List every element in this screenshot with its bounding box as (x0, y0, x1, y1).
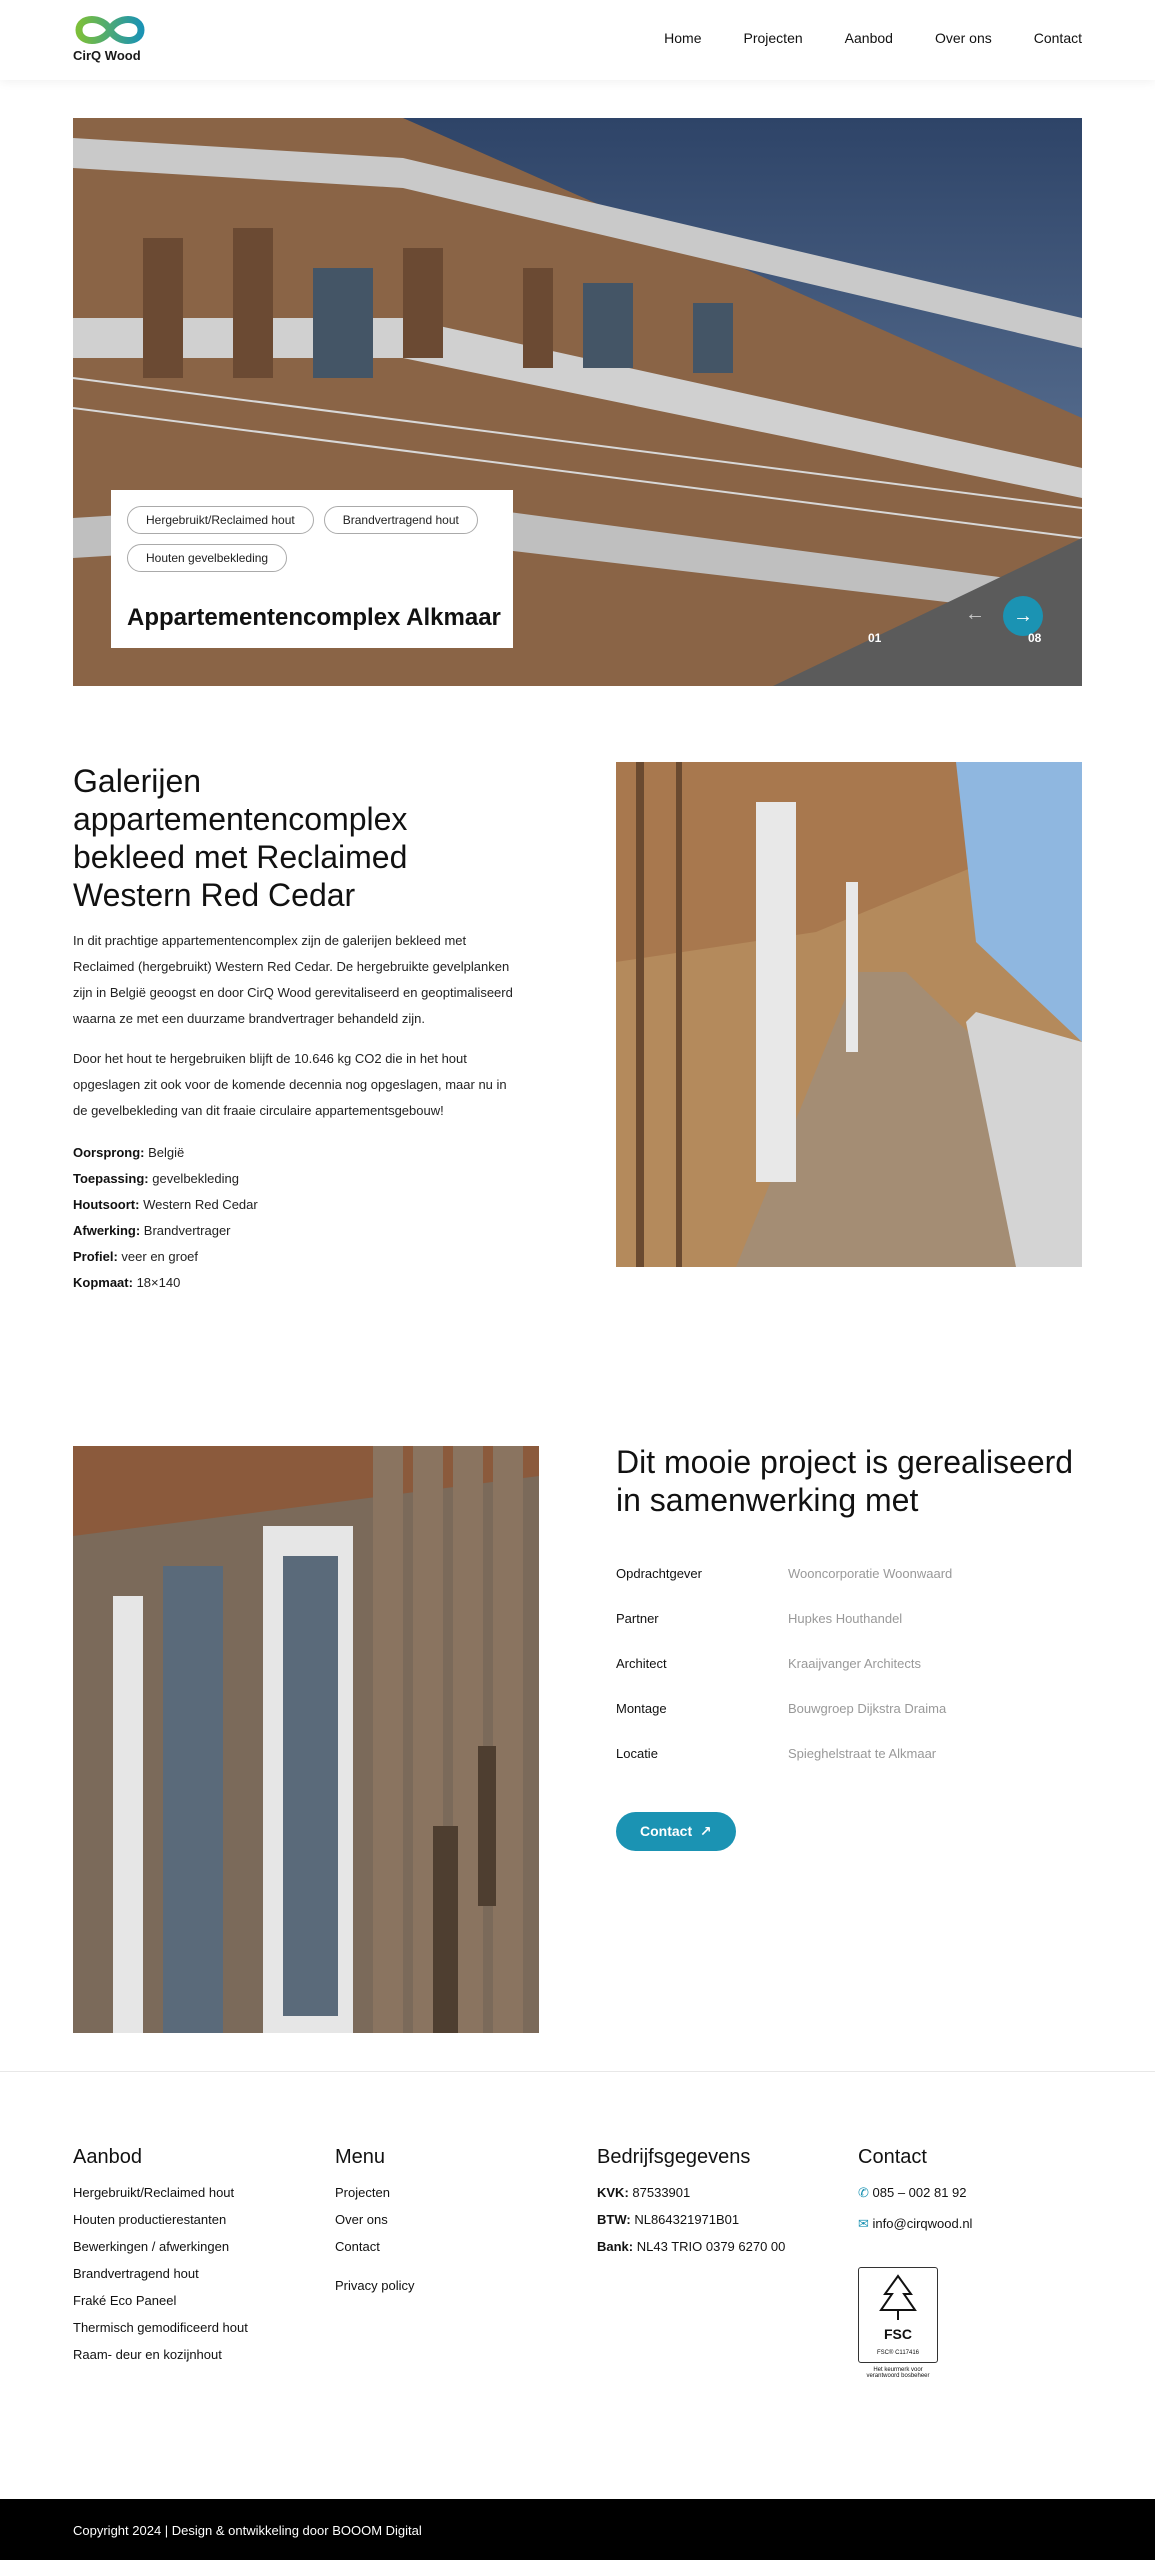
spec-row: Kopmaat: 18×140 (73, 1275, 181, 1290)
mail-icon: ✉ (858, 2216, 869, 2231)
footer-link[interactable]: Houten productierestanten (73, 2212, 227, 2227)
email-link[interactable]: ✉ info@cirqwood.nl (858, 2216, 973, 2231)
nav-contact[interactable]: Contact (1033, 30, 1082, 46)
footer-aanbod (73, 2146, 248, 2368)
collaboration-list (616, 1551, 1082, 1776)
project-paragraph-1: In dit prachtige appartementencomplex zijn de galerijen bekleed met Reclaimed (hergebruikt) Western Red Cedar. De hergebruikte gevelplanken zijn in België geoogst en door CirQ Wood gerevitaliseerd en geoptimaliseerd waarna ze met een duurzame brandvertrager behandeld zijn. (73, 933, 513, 1026)
footer-link[interactable]: Hergebruikt/Reclaimed hout (73, 2185, 235, 2200)
kvk-line: KVK: 87533901 (597, 2185, 691, 2200)
copyright-text: Copyright 2024 | Design & ontwikkeling door BOOOM Digital (73, 2523, 422, 2538)
arrow-right-icon[interactable]: → (1003, 596, 1043, 636)
project-specs (73, 1140, 513, 1296)
contact-button[interactable] (616, 1812, 736, 1851)
spec-row: Oorsprong: België (73, 1145, 185, 1160)
gallery-walkway-photo (616, 762, 1082, 1267)
arrow-up-right-icon: ↗ (696, 1823, 712, 1839)
footer-link[interactable]: Brandvertragend hout (73, 2266, 199, 2281)
brand-name: CirQ Wood (73, 48, 141, 63)
hero-title: Appartementencomplex Alkmaar (127, 604, 501, 631)
footer-link[interactable]: Bewerkingen / afwerkingen (73, 2239, 230, 2254)
phone-link[interactable]: ✆ 085 – 002 81 92 (858, 2185, 967, 2200)
footer-company (597, 2146, 785, 2260)
spec-row: Profiel: veer en groef (73, 1249, 199, 1264)
spec-row: Toepassing: gevelbekleding (73, 1171, 239, 1186)
footer-contact (858, 2146, 972, 2379)
collaboration-row: Partner Hupkes Houthandel (616, 1611, 903, 1626)
project-heading: Galerijen appartementencomplex bekleed met Reclaimed Western Red Cedar (73, 763, 408, 913)
nav-aanbod[interactable]: Aanbod (844, 30, 893, 46)
slide-total: 08 (1028, 631, 1042, 645)
spec-row: Houtsoort: Western Red Cedar (73, 1197, 258, 1212)
footer-menu-link[interactable]: Projecten (335, 2185, 390, 2200)
tag-fire-retardant[interactable]: Brandvertragend hout (324, 506, 478, 534)
fsc-code: FSC® C117416 (877, 2350, 919, 2356)
nav-home[interactable]: Home (664, 30, 702, 46)
fsc-wordmark: FSC (884, 2326, 912, 2342)
project-tags (127, 506, 507, 572)
collaboration-row: Montage Bouwgroep Dijkstra Draima (616, 1701, 947, 1716)
footer-company-title: Bedrijfsgegevens (597, 2146, 751, 2168)
fsc-tree-icon (859, 2268, 937, 2328)
collaboration-section (616, 1443, 1082, 1851)
infinity-logo-icon (73, 10, 148, 50)
collaboration-heading: Dit mooie project is gerealiseerd in samenwerking met (616, 1444, 1074, 1518)
fsc-logo (858, 2267, 938, 2363)
site-header (0, 0, 1155, 80)
site-logo[interactable] (73, 10, 148, 66)
project-description (73, 762, 513, 1296)
footer-link[interactable]: Raam- deur en kozijnhout (73, 2347, 222, 2362)
collaboration-row: Opdrachtgever Wooncorporatie Woonwaard (616, 1566, 953, 1581)
nav-projecten[interactable]: Projecten (743, 30, 803, 46)
facade-detail-photo (73, 1446, 539, 2033)
btw-line: BTW: NL864321971B01 (597, 2212, 740, 2227)
phone-icon: ✆ (858, 2185, 869, 2200)
spec-row: Afwerking: Brandvertrager (73, 1223, 231, 1238)
fsc-caption: Het keurmerk voor verantwoord bosbeheer (866, 2367, 930, 2379)
arrow-left-icon[interactable]: ← (965, 603, 985, 625)
project-paragraph-2: Door het hout te hergebruiken blijft de 10.646 kg CO2 die in het hout opgeslagen zit ook voor de komende decennia nog opgeslagen, maar nu in de gevelbekleding van dit fraaie circulaire appartementsgebouw! (73, 1051, 507, 1118)
main-nav (664, 30, 1082, 46)
collaboration-row: Locatie Spieghelstraat te Alkmaar (616, 1746, 937, 1761)
footer-link[interactable]: Fraké Eco Paneel (73, 2293, 177, 2308)
tag-reclaimed[interactable]: Hergebruikt/Reclaimed hout (127, 506, 314, 534)
footer-bottom-bar (0, 2499, 1155, 2560)
tag-facade-cladding[interactable]: Houten gevelbekleding (127, 544, 287, 572)
privacy-policy-link[interactable]: Privacy policy (335, 2278, 415, 2293)
bank-line: Bank: NL43 TRIO 0379 6270 00 (597, 2239, 786, 2254)
footer-menu-title: Menu (335, 2146, 386, 2168)
footer-link[interactable]: Thermisch gemodificeerd hout (73, 2320, 248, 2335)
collaboration-row: Architect Kraaijvanger Architects (616, 1656, 921, 1671)
footer-aanbod-title: Aanbod (73, 2146, 142, 2168)
nav-over-ons[interactable]: Over ons (934, 30, 992, 46)
footer-menu-link[interactable]: Contact (335, 2239, 380, 2254)
footer-menu (335, 2146, 414, 2299)
footer-menu-link[interactable]: Over ons (335, 2212, 388, 2227)
footer-contact-title: Contact (858, 2146, 927, 2168)
hero-slider (73, 118, 1082, 686)
slide-current: 01 (868, 631, 882, 645)
contact-button-label: Contact (640, 1823, 693, 1839)
footer-divider (0, 2071, 1155, 2072)
hero-caption-card (111, 490, 513, 648)
